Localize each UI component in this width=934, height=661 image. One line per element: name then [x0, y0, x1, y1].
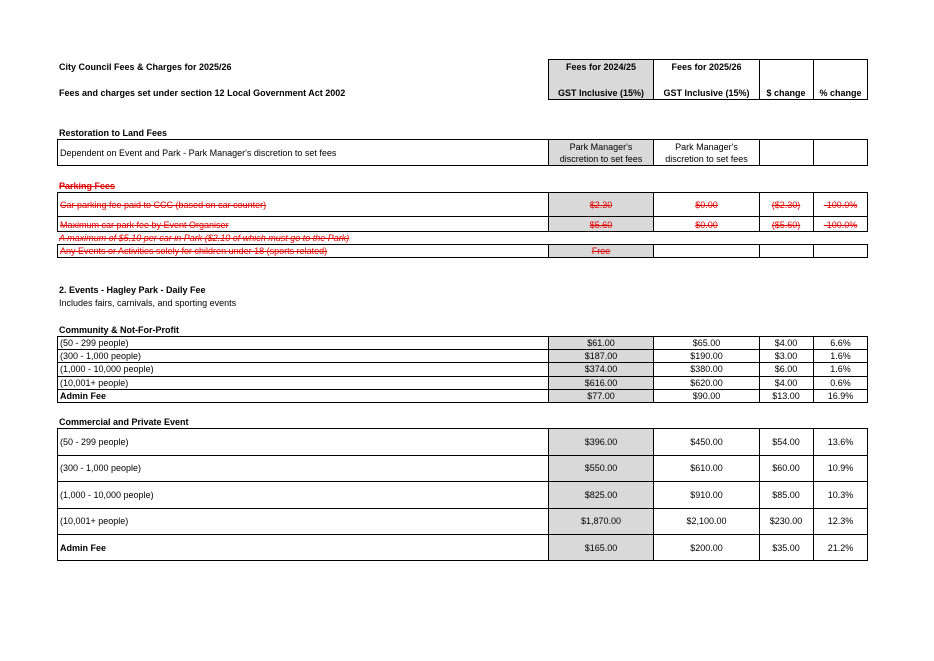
header-2425-top: Fees for 2024/25: [565, 62, 637, 72]
table-row-label: Admin Fee: [60, 391, 107, 401]
document-title: City Council Fees & Charges for 2025/26: [59, 62, 232, 72]
parking-row-2425: $5.60: [589, 219, 613, 230]
header-pct-change: % change: [819, 88, 862, 98]
table-row-change: $13.00: [772, 391, 800, 401]
parking-children-label: Any Events or Activities solely for children under 18 (sports related): [60, 246, 328, 256]
table-row-change: $6.00: [774, 364, 798, 374]
table-row-change: $230.00: [769, 516, 803, 526]
table-row-label: (50 - 299 people): [60, 436, 129, 447]
table-row-pct: 13.6%: [827, 436, 854, 447]
table-row-2526: $90.00: [692, 391, 721, 401]
table-row-change: $3.00: [774, 350, 798, 361]
table-row-2526: $620.00: [690, 377, 723, 388]
header-dollar-change: $ change: [766, 88, 806, 98]
restoration-2425: Park Manager's discretion to set fees: [559, 141, 643, 164]
table-row-change: $54.00: [772, 436, 800, 447]
events-subheading: Includes fairs, carnivals, and sporting events: [59, 298, 237, 308]
table-row-2526: $200.00: [690, 542, 723, 553]
table-row-pct: 1.6%: [830, 364, 851, 374]
table-row-2425: $187.00: [584, 350, 618, 361]
table-row-2526: $450.00: [690, 436, 723, 447]
table-row-2425: $61.00: [587, 337, 615, 348]
table-row-2526: $380.00: [690, 364, 723, 374]
table-row-2425: $616.00: [584, 377, 618, 388]
parking-row-pct: -100.0%: [823, 199, 858, 210]
section-heading-events: 2. Events - Hagley Park - Daily Fee: [59, 285, 206, 295]
header-2526-top: Fees for 2025/26: [671, 62, 742, 72]
parking-row-2425: $2.30: [589, 199, 613, 210]
restoration-2526: Park Manager's discretion to set fees: [665, 141, 748, 164]
table-row-change: $85.00: [772, 489, 800, 500]
table-row-2526: $2,100.00: [686, 516, 727, 526]
document-subtitle: Fees and charges set under section 12 Local Government Act 2002: [59, 88, 346, 98]
table-row-label: (10,001+ people): [60, 516, 129, 526]
parking-row-label: Maximum car park fee by Event Organiser: [60, 219, 229, 230]
table-row-label: Admin Fee: [60, 542, 107, 553]
table-row-2526: $65.00: [692, 337, 721, 348]
table-row-2425: $550.00: [584, 463, 618, 473]
table-row-label: (1,000 - 10,000 people): [60, 364, 154, 374]
table-row-2526: $910.00: [690, 489, 723, 500]
parking-children-2425: Free: [591, 246, 611, 256]
parking-row-2526: $0.00: [695, 199, 718, 210]
table-row-pct: 12.3%: [827, 516, 854, 526]
section-heading-commercial: Commercial and Private Event: [59, 417, 189, 427]
header-2526-bottom: GST Inclusive (15%): [663, 88, 750, 98]
table-row-pct: 21.2%: [827, 542, 854, 553]
table-row-2425: $825.00: [584, 489, 618, 500]
parking-row-change: ($5.60): [771, 219, 801, 230]
parking-row-2526: $0.00: [695, 219, 718, 230]
table-row-change: $4.00: [774, 377, 798, 388]
table-row-2425: $374.00: [584, 364, 618, 374]
table-row-2425: $1,870.00: [580, 516, 622, 526]
table-row-pct: 6.6%: [830, 337, 851, 348]
table-row-2526: $610.00: [690, 463, 723, 473]
table-row-change: $60.00: [772, 463, 800, 473]
table-row-pct: 10.3%: [827, 489, 854, 500]
table-row-pct: 10.9%: [827, 463, 854, 473]
table-row-change: $35.00: [772, 542, 800, 553]
table-row-label: (50 - 299 people): [60, 337, 129, 348]
table-row-2425: $165.00: [584, 542, 618, 553]
restoration-description: Dependent on Event and Park - Park Manager's discretion to set fees: [60, 147, 337, 158]
table-row-label: (300 - 1,000 people): [60, 350, 142, 361]
table-row-2526: $190.00: [690, 350, 723, 361]
section-heading-restoration: Restoration to Land Fees: [59, 128, 168, 138]
header-2425-bottom: GST Inclusive (15%): [557, 88, 645, 98]
table-row-2425: $396.00: [584, 436, 618, 447]
table-row-label: (300 - 1,000 people): [60, 463, 142, 473]
parking-row-label: Car parking fee paid to CCC (based on car counter): [60, 199, 267, 210]
table-row-pct: 1.6%: [830, 350, 851, 361]
table-row-pct: 16.9%: [827, 391, 854, 401]
table-row-change: $4.00: [774, 337, 798, 348]
parking-row-pct: -100.0%: [823, 219, 858, 230]
parking-note: A maximum of $5.10 per car in Park ($2.10 of which must go to the Park): [59, 233, 350, 243]
table-row-label: (10,001+ people): [60, 377, 129, 388]
section-heading-parking: Parking Fees: [59, 181, 116, 191]
table-row-pct: 0.6%: [830, 377, 851, 388]
table-row-label: (1,000 - 10,000 people): [60, 489, 154, 500]
table-row-2425: $77.00: [587, 391, 615, 401]
parking-row-change: ($2.30): [771, 199, 801, 210]
section-heading-community: Community & Not-For-Profit: [59, 325, 179, 335]
